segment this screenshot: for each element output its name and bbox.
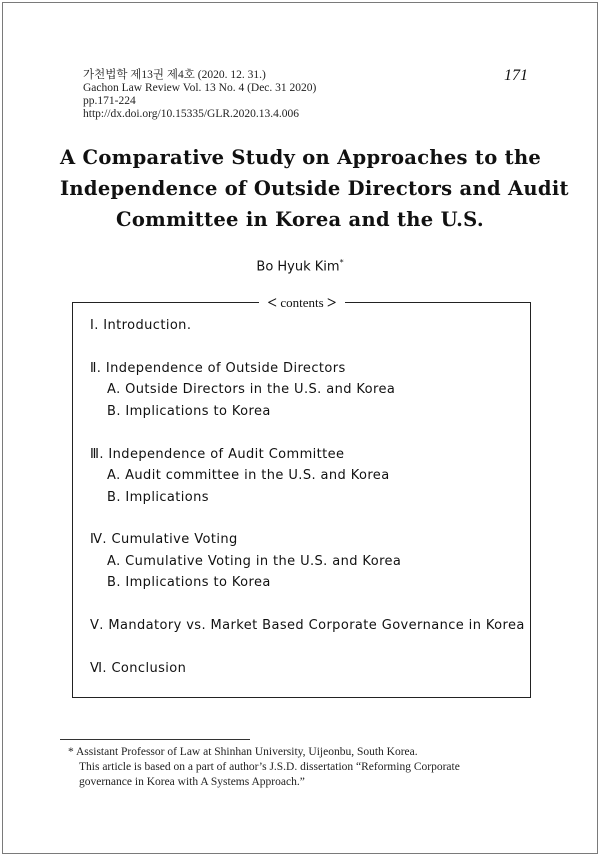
header-pages-line: pp.171-224 bbox=[83, 95, 136, 107]
toc-subsection[interactable]: B. Implications to Korea bbox=[107, 404, 271, 419]
header-doi-link[interactable]: http://dx.doi.org/10.15335/GLR.2020.13.4.006 bbox=[83, 108, 300, 120]
page-number: 171 bbox=[504, 67, 528, 84]
author-name: Bo Hyuk Kim bbox=[256, 259, 340, 275]
toc-section-2[interactable]: Ⅱ. Independence of Outside Directors bbox=[90, 361, 346, 376]
title-line: A Comparative Study on Approaches to the bbox=[60, 146, 542, 169]
toc-section-1[interactable]: Ⅰ. Introduction. bbox=[90, 318, 192, 333]
toc-subsection[interactable]: A. Audit committee in the U.S. and Korea bbox=[107, 468, 390, 483]
paper-title bbox=[60, 142, 569, 235]
toc-subsection[interactable]: A. Outside Directors in the U.S. and Korea bbox=[107, 382, 396, 397]
footnote-line: * Assistant Professor of Law at Shinhan University, Uijeonbu, South Korea. bbox=[68, 746, 418, 758]
toc-subsection[interactable]: B. Implications to Korea bbox=[107, 575, 271, 590]
contents-label bbox=[259, 293, 345, 313]
footnote bbox=[68, 745, 538, 790]
author-footnote-mark[interactable]: * bbox=[339, 258, 344, 267]
footnote-separator bbox=[60, 739, 250, 740]
toc-subsection[interactable]: A. Cumulative Voting in the U.S. and Korea bbox=[107, 554, 402, 569]
title-line: Independence of Outside Directors and Audit bbox=[60, 177, 569, 200]
contents-box-top-border bbox=[345, 302, 530, 303]
right-angle-icon: > bbox=[326, 293, 337, 312]
footnote-line: governance in Korea with A Systems Approach.” bbox=[79, 776, 305, 788]
header-korean-line: 가천법학 제13권 제4호 (2020. 12. 31.) bbox=[83, 69, 266, 81]
toc-section-3[interactable]: Ⅲ. Independence of Audit Committee bbox=[90, 447, 345, 462]
toc-subsection[interactable]: B. Implications bbox=[107, 490, 209, 505]
footnote-line: This article is based on a part of author’s J.S.D. dissertation “Reforming Corporate bbox=[79, 761, 460, 773]
left-angle-icon: < bbox=[267, 293, 278, 312]
contents-box-top-border bbox=[72, 302, 259, 303]
contents-label-text: contents bbox=[280, 295, 324, 310]
journal-header bbox=[83, 69, 316, 121]
header-journal-line: Gachon Law Review Vol. 13 No. 4 (Dec. 31 2020) bbox=[83, 82, 317, 94]
toc-section-4[interactable]: Ⅳ. Cumulative Voting bbox=[90, 532, 238, 547]
toc-section-6[interactable]: Ⅵ. Conclusion bbox=[90, 661, 187, 676]
toc-section-5[interactable]: Ⅴ. Mandatory vs. Market Based Corporate Governance in Korea bbox=[90, 618, 525, 633]
title-line: Committee in Korea and the U.S. bbox=[116, 208, 484, 231]
author bbox=[0, 258, 600, 274]
